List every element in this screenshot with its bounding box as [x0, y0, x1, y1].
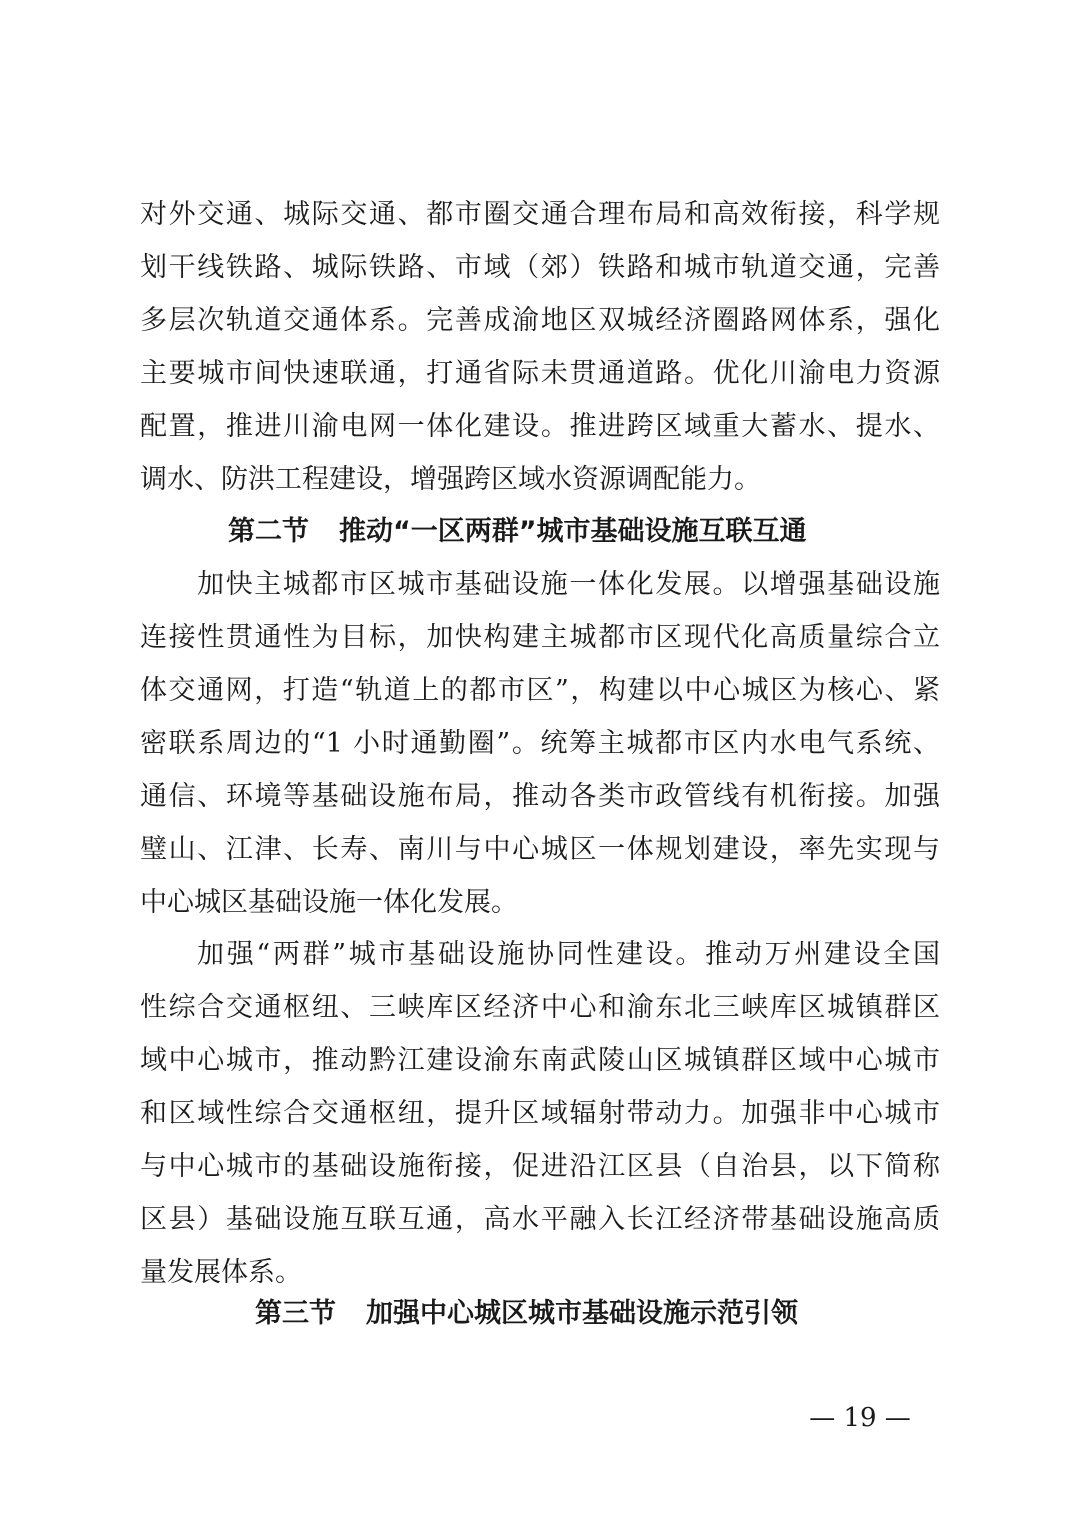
paragraph-line: 域中心城市，推动黔江建设渝东南武陵山区城镇群区域中心城市: [140, 1045, 940, 1076]
paragraph-line: 多层次轨道交通体系。完善成渝地区双城经济圈路网体系，强化: [140, 305, 940, 336]
paragraph-line: 调水、防洪工程建设，增强跨区域水资源调配能力。: [140, 464, 761, 495]
paragraph-line: 区县）基础设施互联互通，高水平融入长江经济带基础设施高质: [140, 1204, 940, 1235]
section-title: 加强中心城区城市基础设施示范引领: [366, 1298, 798, 1329]
paragraph-line: 对外交通、城际交通、都市圈交通合理布局和高效衔接，科学规: [140, 199, 940, 230]
section-number: 第二节: [228, 516, 309, 547]
paragraph-line: 和区域性综合交通枢纽，提升区域辐射带动力。加强非中心城市: [140, 1098, 940, 1129]
paragraph-line: 量发展体系。: [140, 1257, 302, 1288]
paragraph-line: 加强“两群”城市基础设施协同性建设。推动万州建设全国: [197, 939, 940, 970]
paragraph-line: 主要城市间快速联通，打通省际未贯通道路。优化川渝电力资源: [140, 358, 940, 389]
section-heading-3: [255, 1294, 798, 1334]
paragraph-line: 连接性贯通性为目标，加快构建主城都市区现代化高质量综合立: [140, 622, 940, 653]
paragraph-line: 性综合交通枢纽、三峡库区经济中心和渝东北三峡库区城镇群区: [140, 992, 940, 1023]
section-heading-2: [228, 512, 807, 552]
paragraph-line: 与中心城市的基础设施衔接，促进沿江区县（自治县，以下简称: [140, 1151, 940, 1182]
paragraph-line: 加快主城都市区城市基础设施一体化发展。以增强基础设施: [197, 569, 940, 600]
paragraph-line: 通信、环境等基础设施布局，推动各类市政管线有机衔接。加强: [140, 781, 940, 812]
paragraph-line: 密联系周边的“1 小时通勤圈”。统筹主城都市区内水电气系统、: [140, 728, 940, 759]
paragraph-line: 体交通网，打造“轨道上的都市区”，构建以中心城区为核心、紧: [140, 675, 940, 706]
paragraph-line: 璧山、江津、长寿、南川与中心城区一体规划建设，率先实现与: [140, 834, 940, 865]
paragraph-line: 划干线铁路、城际铁路、市域（郊）铁路和城市轨道交通，完善: [140, 252, 940, 283]
section-title: 推动“一区两群”城市基础设施互联互通: [339, 516, 807, 547]
paragraph-line: 配置，推进川渝电网一体化建设。推进跨区域重大蓄水、提水、: [140, 411, 940, 442]
paragraph-line: 中心城区基础设施一体化发展。: [140, 887, 518, 918]
page-number: — 19 —: [809, 1403, 911, 1433]
section-number: 第三节: [255, 1298, 336, 1329]
